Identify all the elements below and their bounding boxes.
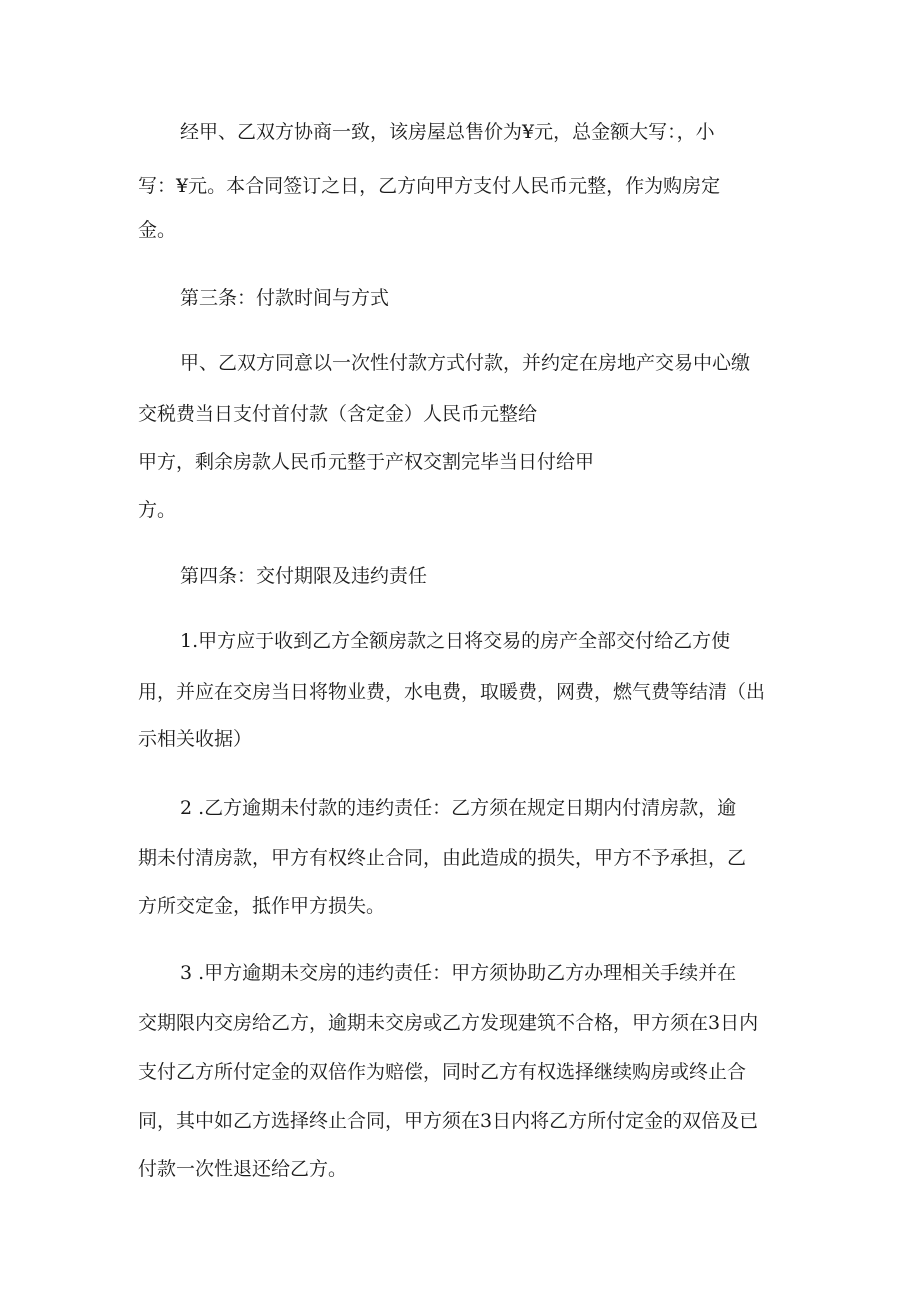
- para-price-line-3: 金。: [138, 219, 177, 241]
- para-price-line-2: 写：¥元。本合同签订之日，乙方向甲方支付人民币元整，作为购房定: [138, 175, 721, 197]
- para-payment-line-3: 甲方，剩余房款人民币元整于产权交割完毕当日付给甲: [138, 451, 595, 473]
- para-clause-2-line-1: 2 .乙方逾期未付款的违约责任：乙方须在规定日期内付清房款，逾: [180, 797, 737, 819]
- para-clause-1-line-1: 1.甲方应于收到乙方全额房款之日将交易的房产全部交付给乙方使: [180, 630, 731, 652]
- para-price-line-1: 经甲、乙双方协商一致，该房屋总售价为¥元，总金额大写：，小: [180, 121, 715, 143]
- para-clause-3-line-5: 付款一次性退还给乙方。: [138, 1158, 348, 1180]
- para-payment-line-1: 甲、乙双方同意以一次性付款方式付款，并约定在房地产交易中心缴: [180, 352, 751, 374]
- heading-article-3: 第三条：付款时间与方式: [180, 287, 390, 309]
- para-clause-3-line-3: 支付乙方所付定金的双倍作为赔偿，同时乙方有权选择继续购房或终止合: [138, 1061, 747, 1083]
- para-clause-1-line-3: 示相关收据）: [138, 728, 253, 750]
- heading-article-4: 第四条：交付期限及违约责任: [180, 565, 428, 587]
- para-clause-3-line-2: 交期限内交房给乙方，逾期未交房或乙方发现建筑不合格，甲方须在3日内: [138, 1012, 759, 1034]
- para-clause-3-line-1: 3 .甲方逾期未交房的违约责任：甲方须协助乙方办理相关手续并在: [180, 962, 737, 984]
- para-payment-line-2: 交税费当日支付首付款（含定金）人民币元整给: [138, 403, 538, 425]
- para-clause-1-line-2: 用，并应在交房当日将物业费，水电费，取暖费，网费，燃气费等结清（出: [138, 681, 766, 703]
- para-clause-2-line-3: 方所交定金，抵作甲方损失。: [138, 895, 386, 917]
- para-payment-line-4: 方。: [138, 499, 177, 521]
- para-clause-3-line-4: 同，其中如乙方选择终止合同，甲方须在3日内将乙方所付定金的双倍及已: [138, 1110, 759, 1132]
- para-clause-2-line-2: 期未付清房款，甲方有权终止合同，由此造成的损失，甲方不予承担，乙: [138, 847, 747, 869]
